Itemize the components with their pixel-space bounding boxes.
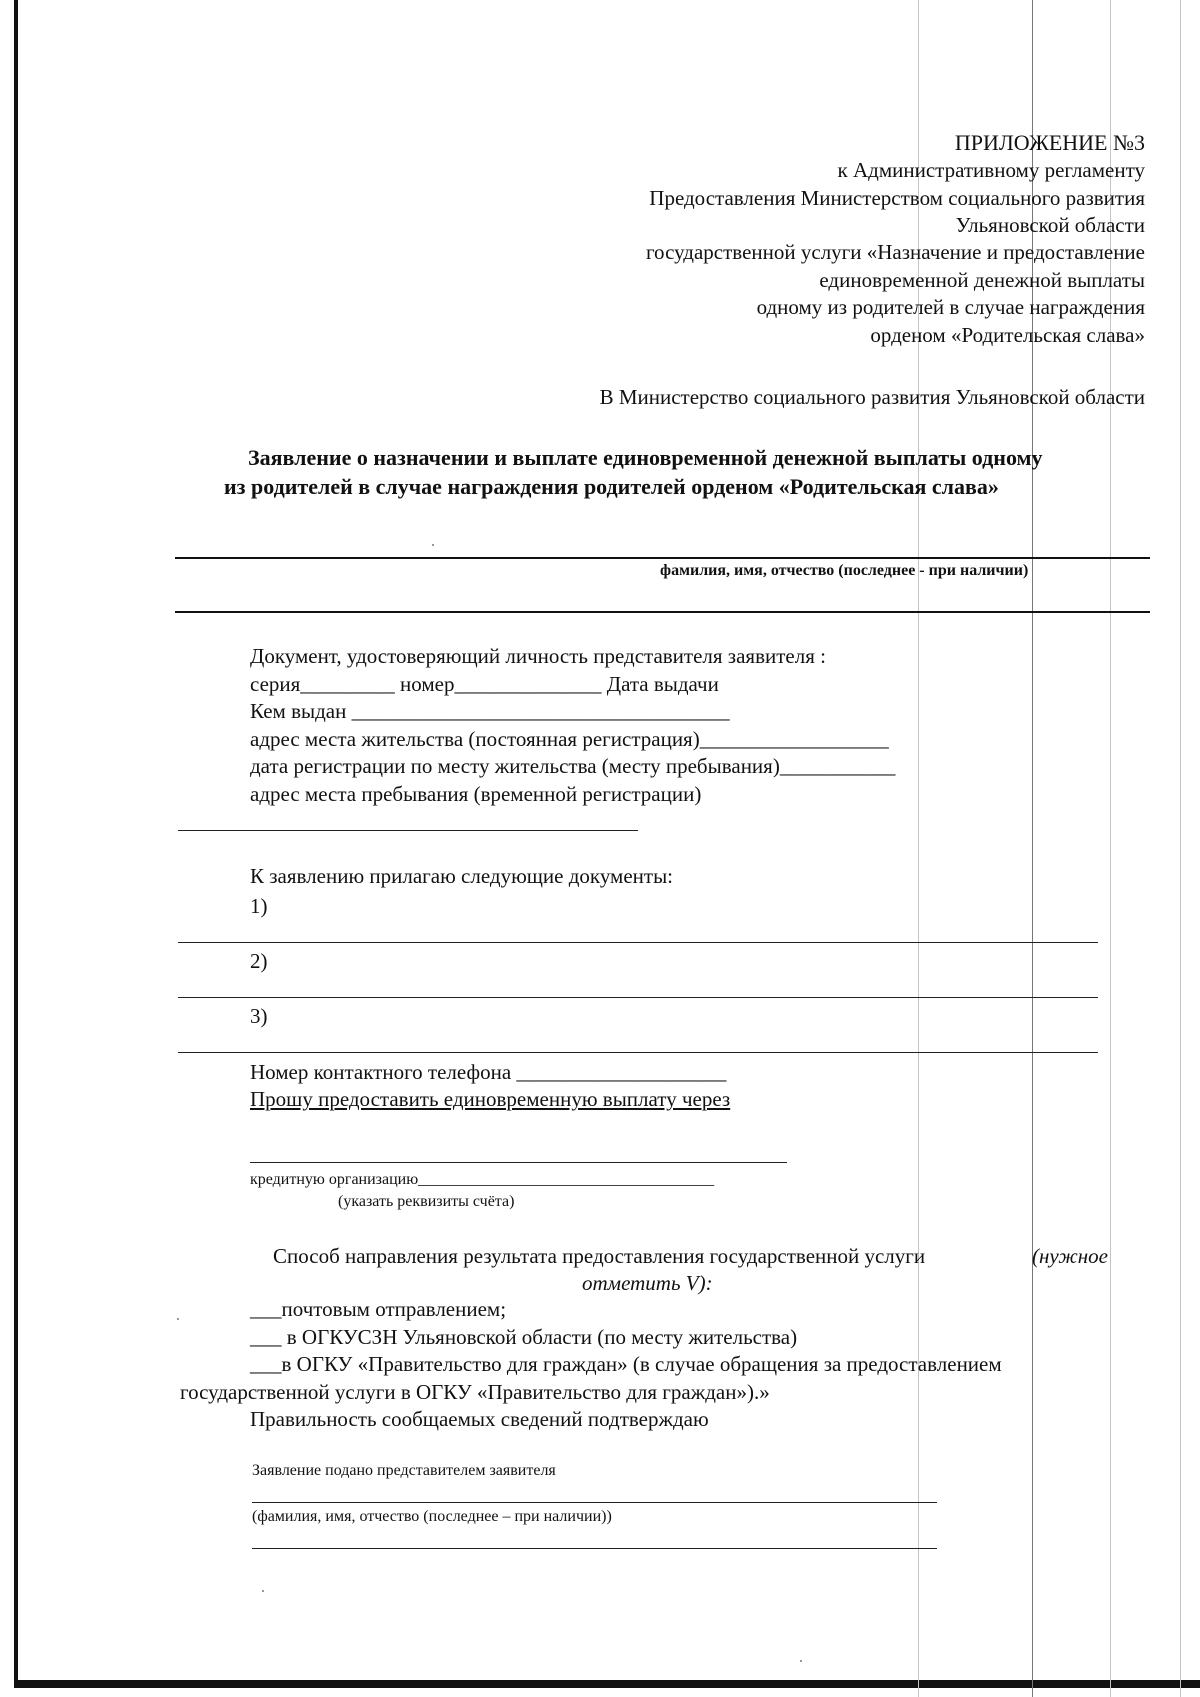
form-title-line2: из родителей в случае награждения родителей орденом «Родительская слава» xyxy=(224,474,999,499)
identity-registration-date[interactable]: дата регистрации по месту жительства (месту пребывания)___________ xyxy=(250,754,896,778)
appendix-line: Предоставления Министерством социального развития xyxy=(649,186,1145,210)
appendix-title: ПРИЛОЖЕНИЕ №3 xyxy=(954,130,1145,155)
delivery-option-post[interactable]: ___почтовым отправлением; xyxy=(250,1297,507,1321)
attachment-line[interactable] xyxy=(178,942,1098,943)
representative-label: Заявление подано представителем заявителя xyxy=(252,1462,556,1479)
appendix-line: орденом «Родительская слава» xyxy=(870,323,1145,347)
appendix-line: единовременной денежной выплаты xyxy=(819,268,1145,292)
identity-residence-address[interactable]: адрес места жительства (постоянная регистрация)__________________ xyxy=(250,727,889,751)
scan-fold-line xyxy=(1180,0,1181,1697)
identity-temporary-address: адрес места пребывания (временной регистрации) xyxy=(250,782,702,806)
attachment-item: 1) xyxy=(250,894,268,918)
appendix-line: одному из родителей в случае награждения xyxy=(756,295,1145,319)
credit-organization-field[interactable]: кредитную организацию_____________________________________ xyxy=(250,1171,715,1188)
representative-signature-line[interactable] xyxy=(252,1548,937,1549)
scan-speck xyxy=(800,1660,802,1662)
delivery-hint: (нужное xyxy=(1032,1244,1108,1268)
representative-name-line[interactable] xyxy=(252,1502,937,1503)
delivery-option-ogkuszn[interactable]: ___ в ОГКУСЗН Ульяновской области (по месту жительства) xyxy=(250,1325,798,1349)
appendix-line: государственной услуги «Назначение и предоставление xyxy=(645,240,1145,264)
addressee: В Министерство социального развития Ульяновской области xyxy=(599,385,1145,409)
delivery-hint: отметить V): xyxy=(582,1271,713,1295)
scan-border-left xyxy=(14,0,18,1682)
attachment-line[interactable] xyxy=(178,1052,1098,1053)
payment-method-line[interactable] xyxy=(250,1162,787,1163)
identity-issued-by[interactable]: Кем выдан ____________________________________ xyxy=(250,699,730,723)
identity-series-number-date[interactable]: серия_________ номер______________ Дата выдачи xyxy=(250,672,719,696)
applicant-extra-line[interactable] xyxy=(175,611,1150,613)
applicant-name-line[interactable] xyxy=(175,557,1150,559)
contact-phone-field[interactable]: Номер контактного телефона ____________________ xyxy=(250,1060,727,1084)
attachments-heading: К заявлению прилагаю следующие документы: xyxy=(250,864,674,888)
confirmation-statement: Правильность сообщаемых сведений подтверждаю xyxy=(250,1407,709,1431)
scan-speck xyxy=(177,1318,179,1320)
scan-speck xyxy=(262,1590,264,1592)
scan-border-bottom xyxy=(14,1680,1200,1688)
appendix-line: Ульяновской области xyxy=(955,213,1145,237)
payment-request-label: Прошу предоставить единовременную выплату через xyxy=(250,1087,731,1111)
delivery-heading: Способ направления результата предоставления государственной услуги xyxy=(273,1244,926,1268)
temporary-address-line[interactable] xyxy=(178,830,638,831)
applicant-name-caption: фамилия, имя, отчество (последнее - при наличии) xyxy=(660,562,1029,579)
attachment-item: 3) xyxy=(250,1004,268,1028)
account-details-hint: (указать реквизиты счёта) xyxy=(338,1193,515,1210)
representative-name-caption: (фамилия, имя, отчество (последнее – при наличии)) xyxy=(252,1508,612,1525)
attachment-item: 2) xyxy=(250,949,268,973)
delivery-option-government-center[interactable]: ___в ОГКУ «Правительство для граждан» (в случае обращения за предоставлением xyxy=(250,1352,1002,1376)
attachment-line[interactable] xyxy=(178,997,1098,998)
form-title-line1: Заявление о назначении и выплате единовременной денежной выплаты одному xyxy=(248,445,1043,470)
identity-heading: Документ, удостоверяющий личность представителя заявителя : xyxy=(250,644,826,668)
appendix-line: к Административному регламенту xyxy=(837,158,1145,182)
delivery-option-continuation: государственной услуги в ОГКУ «Правительство для граждан»).» xyxy=(180,1380,770,1404)
scan-speck xyxy=(432,544,434,546)
